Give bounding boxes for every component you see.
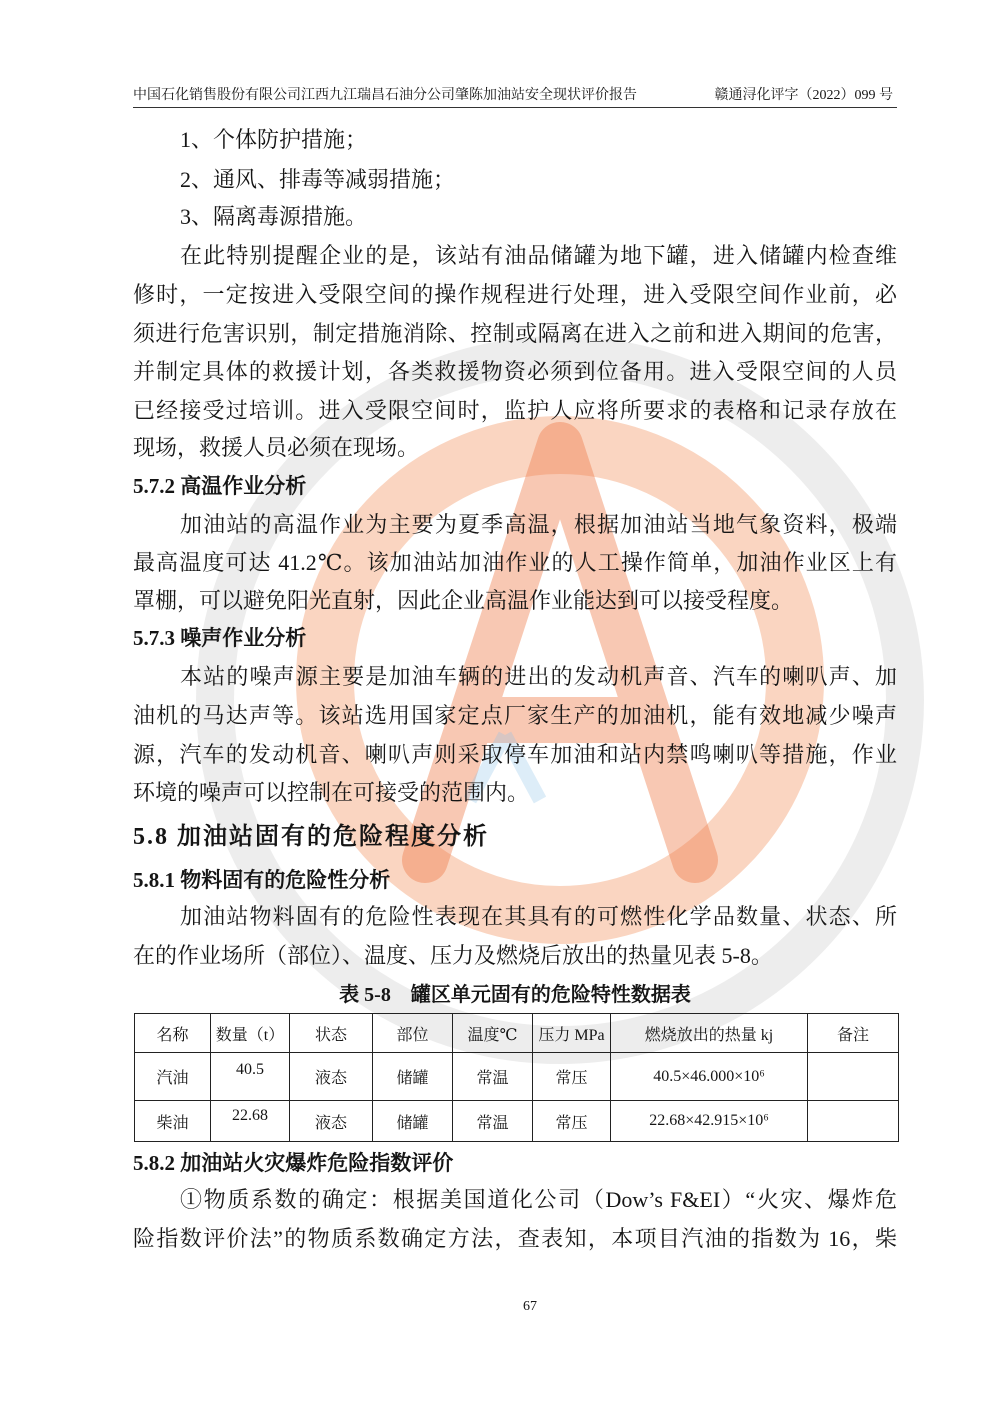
- measure-item: 1、个体防护措施；: [180, 127, 368, 152]
- paragraph-line: 现场，救援人员必须在现场。: [133, 435, 420, 460]
- table-header-cell: 部位: [373, 1014, 453, 1053]
- paragraph-line: 本站的噪声源主要是加油车辆的进出的发动机声音、汽车的喇叭声、加: [180, 664, 897, 689]
- paragraph-line: 加油站的高温作业为主要为夏季高温，根据加油站当地气象资料，极端: [180, 512, 897, 537]
- table-cell: [808, 1053, 899, 1101]
- paragraph-line: 罩棚，可以避免阳光直射，因此企业高温作业能达到可以接受程度。: [133, 588, 794, 613]
- table-caption: 表 5-8 罐区单元固有的危险特性数据表: [339, 984, 691, 1006]
- table-header-cell: 压力 MPa: [533, 1014, 611, 1053]
- table-cell: 柴油: [135, 1101, 211, 1142]
- header-title: 中国石化销售股份有限公司江西九江瑞昌石油分公司肇陈加油站安全现状评价报告: [133, 88, 637, 103]
- table-cell: 22.68: [211, 1101, 290, 1142]
- table-cell: 储罐: [373, 1101, 453, 1142]
- table-cell: 储罐: [373, 1053, 453, 1101]
- table-cell: 40.5×46.000×10⁶: [611, 1053, 808, 1101]
- table-cell: 常温: [453, 1053, 533, 1101]
- table-cell: 40.5: [211, 1053, 290, 1101]
- measure-item: 2、通风、排毒等减弱措施；: [180, 167, 456, 192]
- hazard-data-table: [134, 1013, 899, 1142]
- section-heading-5-8-2: 5.8.2 加油站火灾爆炸危险指数评价: [133, 1151, 454, 1175]
- table-header-row: [135, 1014, 899, 1053]
- paragraph-line: 并制定具体的救援计划，各类救援物资必须到位备用。进入受限空间的人员: [133, 359, 897, 384]
- section-heading-5-8: 5.8 加油站固有的危险程度分析: [133, 824, 489, 850]
- page-number: 67: [523, 1299, 537, 1314]
- table-cell: [808, 1101, 899, 1142]
- paragraph-line: 须进行危害识别，制定措施消除、控制或隔离在进入之前和进入期间的危害，: [133, 321, 897, 346]
- table-cell: 常温: [453, 1101, 533, 1142]
- section-heading-5-7-2: 5.7.2 高温作业分析: [133, 474, 307, 498]
- paragraph-line: 在此特别提醒企业的是，该站有油品储罐为地下罐，进入储罐内检查维: [180, 243, 897, 268]
- header-divider: [133, 107, 897, 108]
- paragraph-line: 油机的马达声等。该站选用国家定点厂家生产的加油机，能有效地减少噪声: [133, 703, 897, 728]
- paragraph-line: 源，汽车的发动机音、喇叭声则采取停车加油和站内禁鸣喇叭等措施，作业: [133, 742, 897, 767]
- header-doc-number: 赣通浔化评字（2022）099 号: [714, 88, 893, 103]
- table-cell: 常压: [533, 1053, 611, 1101]
- table-header-cell: 数量（t）: [211, 1014, 290, 1053]
- table-header-cell: 状态: [290, 1014, 373, 1053]
- table-cell: 22.68×42.915×10⁶: [611, 1101, 808, 1142]
- measure-item: 3、隔离毒源措施。: [180, 204, 368, 229]
- table-header-cell: 温度℃: [453, 1014, 533, 1053]
- table-header-cell: 名称: [135, 1014, 211, 1053]
- table-cell: 液态: [290, 1053, 373, 1101]
- table-row: [135, 1053, 899, 1101]
- section-heading-5-7-3: 5.7.3 噪声作业分析: [133, 626, 307, 650]
- table-header-cell: 备注: [808, 1014, 899, 1053]
- paragraph-line: ①物质系数的确定：根据美国道化公司（Dow’s F&EI）“火灾、爆炸危: [180, 1187, 897, 1212]
- table-header-cell: 燃烧放出的热量 kj: [611, 1014, 808, 1053]
- table-cell: 常压: [533, 1101, 611, 1142]
- table-cell: 汽油: [135, 1053, 211, 1101]
- paragraph-line: 在的作业场所（部位）、温度、压力及燃烧后放出的热量见表 5-8。: [133, 943, 773, 968]
- paragraph-line: 已经接受过培训。进入受限空间时，监护人应将所要求的表格和记录存放在: [133, 398, 897, 423]
- table-cell: 液态: [290, 1101, 373, 1142]
- paragraph-line: 加油站物料固有的危险性表现在其具有的可燃性化学品数量、状态、所: [180, 904, 897, 929]
- paragraph-line: 修时，一定按进入受限空间的操作规程进行处理，进入受限空间作业前，必: [133, 282, 897, 307]
- table-row: [135, 1101, 899, 1142]
- paragraph-line: 最高温度可达 41.2℃。该加油站加油作业的人工操作简单，加油作业区上有: [133, 550, 897, 575]
- section-heading-5-8-1: 5.8.1 物料固有的危险性分析: [133, 868, 391, 892]
- paragraph-line: 环境的噪声可以控制在可接受的范围内。: [133, 780, 530, 805]
- paragraph-line: 险指数评价法”的物质系数确定方法，查表知，本项目汽油的指数为 16，柴: [133, 1226, 897, 1251]
